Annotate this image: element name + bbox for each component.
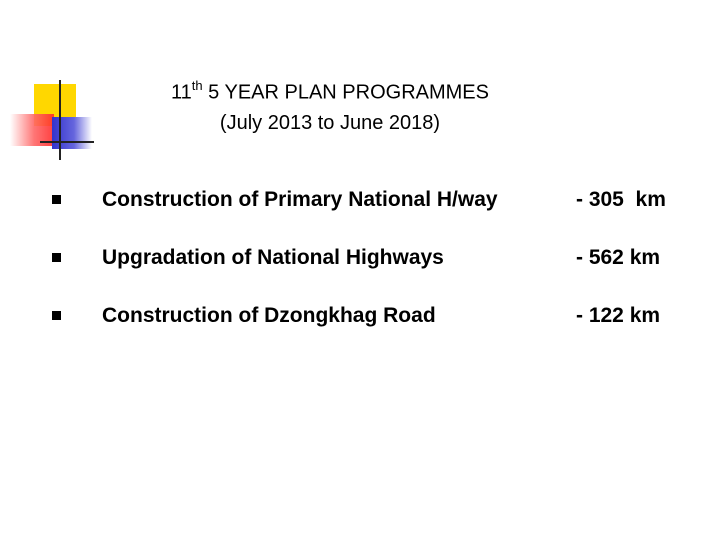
list-item	[48, 180, 708, 238]
item-value: - 122 km	[576, 304, 661, 327]
programme-list	[48, 180, 708, 354]
item-label: Construction of Dzongkhag Road	[102, 304, 436, 327]
title-ordinal-number: 11	[171, 81, 192, 104]
square-bullet-icon	[52, 311, 61, 320]
square-bullet-icon	[52, 195, 61, 204]
square-bullet-icon	[52, 253, 61, 262]
list-item	[48, 238, 708, 296]
title-line-1	[100, 72, 560, 108]
title-line-2: (July 2013 to June 2018)	[219, 111, 441, 134]
slide-title	[100, 72, 560, 138]
title-ordinal-suffix: th	[191, 78, 203, 93]
vertical-line-decoration	[59, 80, 61, 160]
item-label: Upgradation of National Highways	[102, 246, 444, 269]
list-item	[48, 296, 708, 354]
item-value: - 562 km	[576, 246, 661, 269]
item-label: Construction of Primary National H/way	[102, 188, 498, 211]
blue-square-decoration	[52, 117, 92, 149]
decorative-corner-graphic	[0, 0, 110, 170]
item-value: - 305 km	[576, 188, 666, 211]
horizontal-line-decoration	[40, 141, 94, 143]
title-line-1-text: 5 YEAR PLAN PROGRAMMES	[202, 81, 489, 104]
